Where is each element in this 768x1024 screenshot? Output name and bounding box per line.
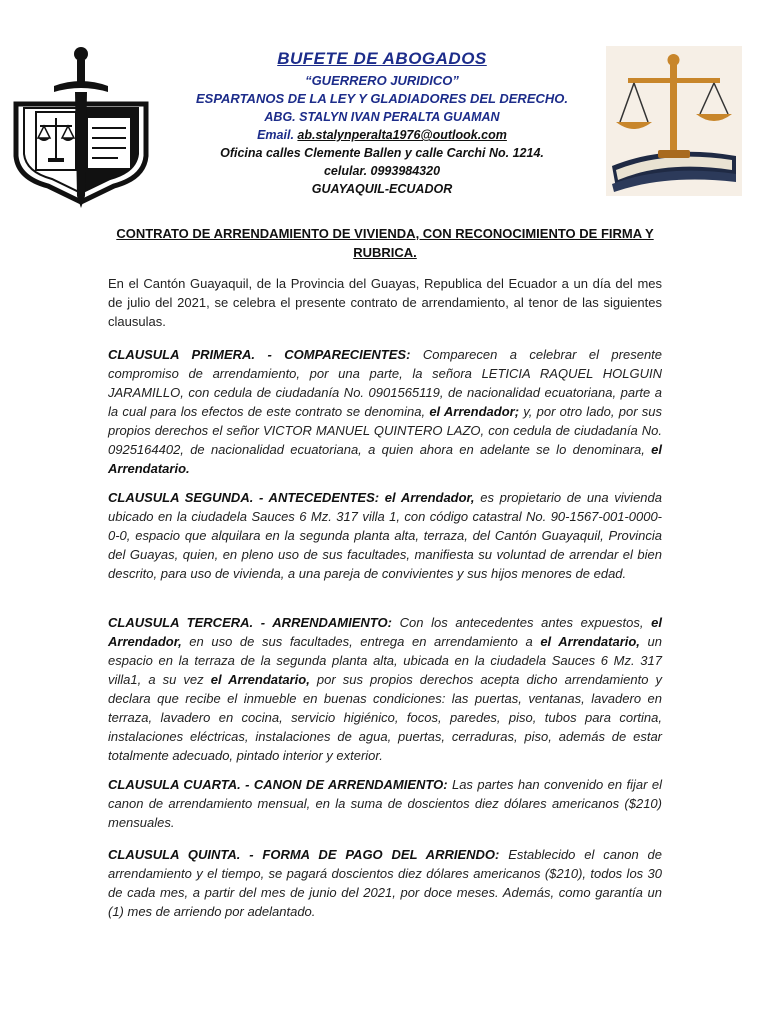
clause-heading: CLAUSULA TERCERA. - ARRENDAMIENTO: bbox=[108, 615, 392, 630]
firm-motto: ESPARTANOS DE LA LEY Y GLADIADORES DEL DERECHO. bbox=[195, 91, 568, 106]
clause-bold-term: el Arrendatario, bbox=[540, 634, 640, 649]
clause-text: Las partes han convenido en fijar el canon de arrendamiento mensual, en la suma de doscientos diez dólares americanos ($210) mensuales. bbox=[108, 777, 662, 830]
clause-text: es propietario de una vivienda ubicado en la ciudadela Sauces 6 Mz. 317 villa 1, con código catastral No. 90-1567-001-0000-0-0, espacio que alquilara en la segunda planta alta, terraza, del Cantón Guayaquil, Provincia del Guayas, quien, en pleno uso de sus facultades, manifiesta su voluntad de arrendar el bien descrito, para uso de vivienda, a una pareja de convivientes y sus hijos menores de edad. bbox=[108, 490, 662, 581]
clause-text: Establecido el canon de arrendamiento y el tiempo, se pagará doscientos diez dólares americanos ($210), todos los 30 de cada mes, a partir del mes de junio del 2021, por doce meses. Además, como garantía un (1) mes de arriendo por adelantado. bbox=[108, 847, 662, 919]
clause-bold-term: el Arrendador, bbox=[108, 615, 662, 649]
city: GUAYAQUIL-ECUADOR bbox=[311, 182, 453, 196]
firm-brand: “GUERRERO JURIDICO” bbox=[305, 73, 459, 88]
clause-second bbox=[108, 488, 662, 583]
lawyer-name: ABG. STALYN IVAN PERALTA GUAMAN bbox=[264, 110, 500, 124]
scales-of-justice-book-icon bbox=[606, 46, 742, 196]
email-link[interactable]: ab.stalynperalta1976@outlook.com bbox=[297, 128, 507, 142]
sword-scales-shield-icon bbox=[8, 46, 154, 210]
letterhead bbox=[160, 48, 604, 198]
clause-heading: CLAUSULA SEGUNDA. - ANTECEDENTES: bbox=[108, 490, 380, 505]
phone-number: celular. 0993984320 bbox=[323, 164, 441, 178]
office-address: Oficina calles Clemente Ballen y calle Carchi No. 1214. bbox=[220, 146, 544, 160]
clause-fifth bbox=[108, 845, 662, 921]
clause-bold-term: el Arrendador, bbox=[379, 490, 475, 505]
clause-text: en uso de sus facultades, entrega en arrendamiento a bbox=[181, 634, 541, 649]
clause-text: Con los antecedentes antes expuestos, bbox=[391, 615, 652, 630]
document-title: CONTRATO DE ARRENDAMIENTO DE VIVIENDA, CON RECONOCIMIENTO DE FIRMA Y RUBRICA. bbox=[116, 226, 654, 260]
clause-heading: CLAUSULA QUINTA. - FORMA DE PAGO DEL ARRIENDO: bbox=[108, 847, 500, 862]
clause-heading: CLAUSULA CUARTA. - CANON DE ARRENDAMIENTO: bbox=[108, 777, 448, 792]
clause-text: por sus propios derechos acepta dicho arrendamiento y declara que recibe el inmueble en buenas condiciones: las puertas, ventanas, lavadero en terraza, lavadero en cocina, servicio higiénico, focos, paredes, piso, tubos para cortina, instalaciones eléctricas, instalaciones de agua, puertas, cerraduras, piso, además de estar totalmente adecuado, pintado interior y exterior. bbox=[108, 672, 663, 763]
clause-third bbox=[108, 613, 662, 765]
firm-name: BUFETE DE ABOGADOS bbox=[277, 49, 487, 68]
clause-text: un espacio en la terraza de la segunda planta alta, ubicada en la ciudadela Sauces 6 Mz. 317 villa1, a su vez bbox=[108, 634, 663, 687]
clause-bold-term: el Arrendador; bbox=[429, 404, 520, 419]
clause-first bbox=[108, 345, 662, 478]
clause-bold-term: el Arrendatario. bbox=[108, 442, 662, 476]
clause-bold-term: el Arrendatario, bbox=[210, 672, 310, 687]
intro-paragraph: En el Cantón Guayaquil, de la Provincia del Guayas, Republica del Ecuador a un día del mes de julio del 2021, se celebra el presente contrato de arrendamiento, al tenor de las siguientes clausulas. bbox=[108, 276, 662, 329]
clause-text: y, por otro lado, por sus propios derechos el señor VICTOR MANUEL QUINTERO LAZO, con cedula de ciudadanía No. 0925164402, de nacionalidad ecuatoriana, a quien ahora en adelante se lo denominara, bbox=[108, 404, 662, 457]
clause-text: Comparecen a celebrar el presente compromiso de arrendamiento, por una parte, la señora LETICIA RAQUEL HOLGUIN JARAMILLO, con cedula de ciudadanía No. 0901565119, de nacionalidad ecuatoriana, parte a la cual para los efectos de este contrato se denomina, bbox=[108, 347, 663, 419]
clause-fourth bbox=[108, 775, 662, 832]
email-line bbox=[160, 126, 604, 144]
email-label: Email. bbox=[257, 128, 294, 142]
clause-heading: CLAUSULA PRIMERA. - COMPARECIENTES: bbox=[108, 347, 411, 362]
